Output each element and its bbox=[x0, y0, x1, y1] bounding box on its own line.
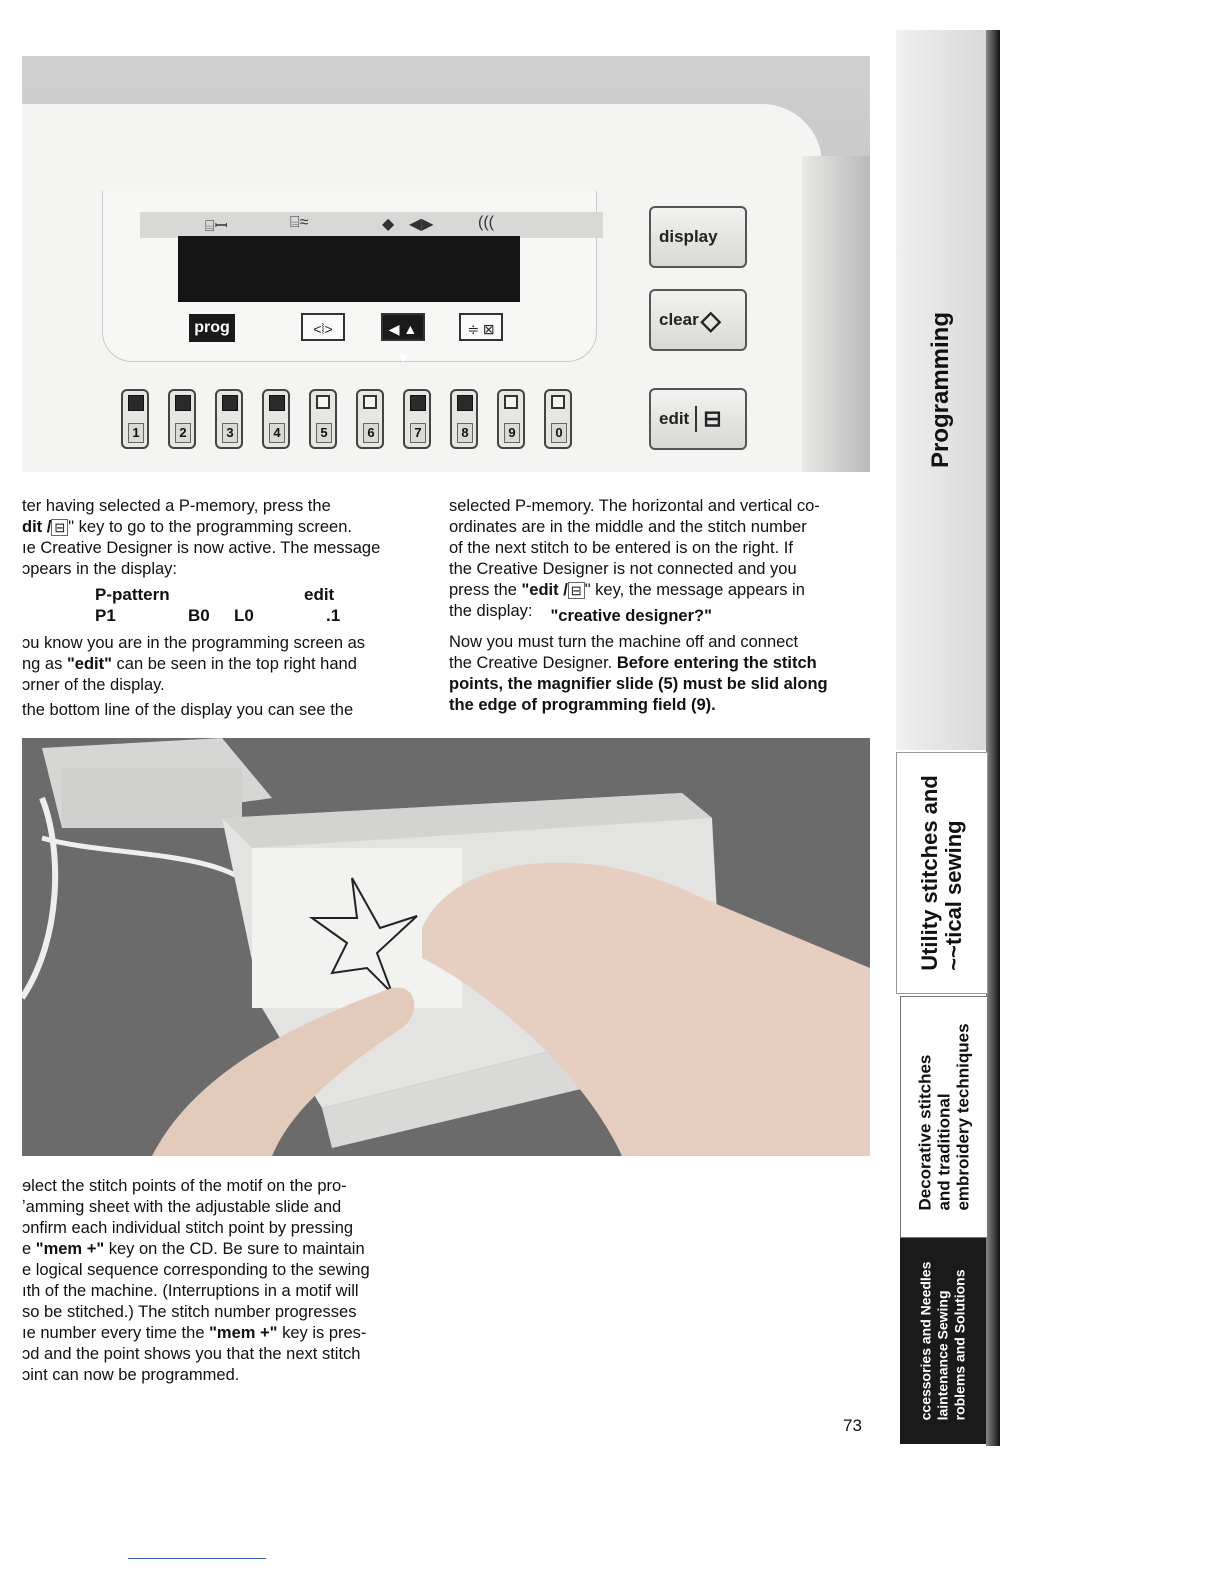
text-column-bottom bbox=[22, 1176, 432, 1386]
display-message-x: B0 bbox=[188, 606, 210, 625]
plus-icon bbox=[269, 395, 285, 411]
creative-designer-illustration bbox=[22, 738, 870, 1156]
minus-icon bbox=[128, 395, 144, 411]
number-key-label: 1 bbox=[128, 423, 144, 443]
clear-key[interactable] bbox=[649, 289, 747, 351]
text-line: the Creative Designer is not connected and you bbox=[449, 560, 797, 578]
creative-designer-photo bbox=[22, 738, 870, 1156]
diamond-icon: ◆ bbox=[382, 216, 395, 233]
tab-decorative-stitches[interactable] bbox=[900, 996, 988, 1238]
number-key-label: 0 bbox=[551, 423, 567, 443]
text-line: so be stitched.) The stitch number progresses bbox=[22, 1303, 357, 1321]
text-line: the Creative Designer. Before entering the stitch bbox=[449, 654, 817, 672]
text-line: Now you must turn the machine off and connect bbox=[449, 633, 799, 651]
tab-decorative-label: Decorative stitches and traditional embroidery techniques bbox=[915, 1023, 973, 1211]
text-line: of the next stitch to be entered is on the right. If bbox=[449, 539, 793, 557]
tab-accessories-label: ccessories and Needles laintenance Sewing roblems and Solutions bbox=[917, 1261, 968, 1421]
tab-utility-label: Utility stitches and ~~tical sewing bbox=[917, 775, 966, 971]
plus-icon bbox=[457, 395, 473, 411]
panel-edge bbox=[802, 156, 870, 472]
machine-icon: ⊟ bbox=[695, 406, 721, 432]
number-key[interactable] bbox=[262, 389, 290, 449]
control-panel-photo bbox=[22, 56, 870, 472]
number-key[interactable] bbox=[544, 389, 572, 449]
text-line: ordinates are in the middle and the stitch number bbox=[449, 518, 807, 536]
number-key-label: 6 bbox=[363, 423, 379, 443]
tab-programming[interactable] bbox=[896, 30, 986, 750]
display-message-edit: edit bbox=[304, 585, 335, 604]
text-line: e logical sequence corresponding to the sewing bbox=[22, 1261, 370, 1279]
number-key-label: 5 bbox=[316, 423, 332, 443]
text-line: the display: "creative designer?" bbox=[449, 602, 712, 625]
text-line: press the "edit / ⊟ " key, the message appears in bbox=[449, 581, 805, 599]
number-key[interactable] bbox=[168, 389, 196, 449]
display-message-stitch: .1 bbox=[326, 606, 341, 625]
text-line: ıe Creative Designer is now active. The message bbox=[22, 539, 381, 557]
number-key[interactable] bbox=[215, 389, 243, 449]
display-message-y: L0 bbox=[234, 606, 254, 625]
number-key-label: 9 bbox=[504, 423, 520, 443]
lcd-display bbox=[178, 236, 520, 302]
text-line: ter having selected a P-memory, press the bbox=[22, 497, 331, 515]
text-line: ʼamming sheet with the adjustable slide and bbox=[22, 1198, 342, 1216]
number-key-label: 7 bbox=[410, 423, 426, 443]
number-key[interactable] bbox=[309, 389, 337, 449]
number-key-label: 8 bbox=[457, 423, 473, 443]
text-line: ɔpears in the display: bbox=[22, 560, 178, 578]
text-column-left-2 bbox=[22, 633, 432, 721]
minus-icon bbox=[410, 395, 426, 411]
presser-foot-icon: ⌸ꟷ bbox=[205, 218, 228, 235]
text-line: ɔrner of the display. bbox=[22, 676, 165, 694]
prog-key[interactable]: prog bbox=[189, 314, 235, 342]
book-edge bbox=[986, 30, 1000, 1446]
text-line: ɔu know you are in the programming screen as bbox=[22, 634, 366, 652]
text-line: points, the magnifier slide (5) must be slid along bbox=[449, 675, 828, 693]
number-key-label: 4 bbox=[269, 423, 285, 443]
text-line: ıe number every time the "mem +" key is pres- bbox=[22, 1324, 367, 1342]
length-width-key[interactable]: ≑ ⊠ bbox=[459, 313, 503, 341]
mirror-icon: ◀▶ bbox=[409, 216, 434, 233]
plus-icon bbox=[363, 395, 377, 409]
plus-icon bbox=[175, 395, 191, 411]
diamond-arrow-icon: ◇ bbox=[700, 304, 721, 335]
number-key[interactable] bbox=[356, 389, 384, 449]
minus-icon bbox=[504, 395, 518, 409]
text-line: the edge of programming field (9). bbox=[449, 696, 716, 714]
text-line: ɔd and the point shows you that the next stitch bbox=[22, 1345, 361, 1363]
minus-icon bbox=[316, 395, 330, 409]
text-line: the bottom line of the display you can see the bbox=[22, 701, 354, 719]
text-line: ɔint can now be programmed. bbox=[22, 1366, 240, 1384]
text-line: dit / ⊟ " key to go to the programming screen. bbox=[22, 518, 352, 536]
minus-icon bbox=[222, 395, 238, 411]
display-message-memory: P1 bbox=[95, 606, 116, 625]
text-line: ıth of the machine. (Interruptions in a motif will bbox=[22, 1282, 359, 1300]
display-key[interactable]: display bbox=[649, 206, 747, 268]
sound-icon: ((( bbox=[478, 214, 494, 231]
tab-programming-label: Programming bbox=[927, 311, 954, 469]
text-line: ɘlect the stitch points of the motif on the pro- bbox=[22, 1177, 347, 1195]
text-column-left bbox=[22, 496, 432, 580]
tab-accessories[interactable] bbox=[900, 1238, 986, 1444]
tab-utility-stitches[interactable] bbox=[896, 752, 988, 994]
display-message-label: P-pattern bbox=[95, 585, 170, 604]
stitch-wave-icon: ⌸≈ bbox=[290, 214, 309, 231]
page-number: 73 bbox=[843, 1416, 862, 1435]
text-column-right bbox=[449, 496, 871, 716]
text-line: ɔnfirm each individual stitch point by pressing bbox=[22, 1219, 354, 1237]
number-key[interactable] bbox=[450, 389, 478, 449]
edit-symbol-icon: ⊟ bbox=[568, 582, 585, 599]
balance-key[interactable]: ◀ ▲ ▼ bbox=[381, 313, 425, 341]
edit-symbol-icon: ⊟ bbox=[51, 519, 68, 536]
stitch-left-right-key[interactable]: <⦚> bbox=[301, 313, 345, 341]
number-key-label: 2 bbox=[175, 423, 191, 443]
plus-icon bbox=[551, 395, 565, 409]
edit-key-label: edit bbox=[659, 409, 690, 428]
footer-rule bbox=[128, 1558, 266, 1559]
number-key[interactable] bbox=[121, 389, 149, 449]
clear-key-label: clear bbox=[659, 310, 699, 329]
number-key[interactable] bbox=[403, 389, 431, 449]
edit-key[interactable] bbox=[649, 388, 747, 450]
number-key[interactable] bbox=[497, 389, 525, 449]
text-line: selected P-memory. The horizontal and vertical co- bbox=[449, 497, 820, 515]
text-line: ng as "edit" can be seen in the top right hand bbox=[22, 655, 357, 673]
text-line: e "mem +" key on the CD. Be sure to maintain bbox=[22, 1240, 365, 1258]
number-key-label: 3 bbox=[222, 423, 238, 443]
